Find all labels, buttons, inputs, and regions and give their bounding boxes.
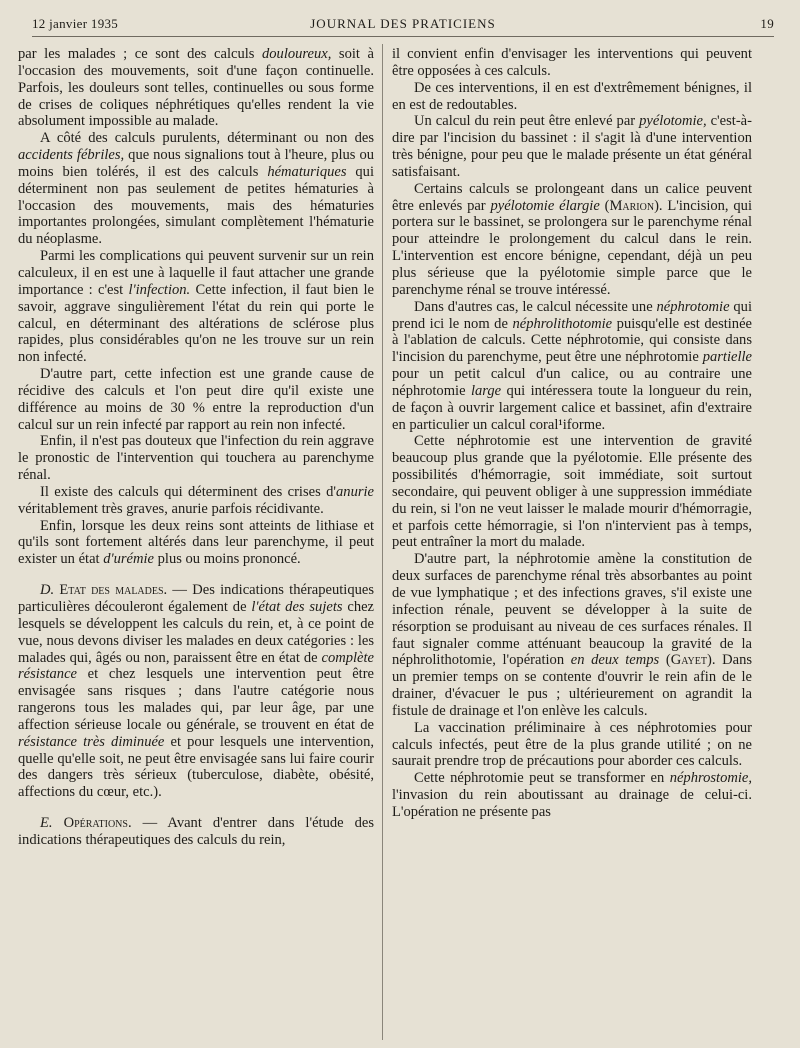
left-column xyxy=(18,46,374,849)
paragraph: La vaccination préliminaire à ces néphrotomies pour calculs infectés, peut être de la plus grande utilité ; on ne saurait prendre trop de précautions pour aborder ces calculs. xyxy=(392,719,752,770)
paragraph: Certains calculs se prolongeant dans un calice peuvent être enlevés par pyélotomie élargie (Marion). L'incision, qui portera sur le bassinet, se prolongera sur le parenchyme rénal pour atteindre le prolongement du calcul dans le rein. L'intervention est encore bénigne, cependant, déjà un peu plus sérieuse que la pyélotomie simple parce que le parenchyme rénal se trouve intéressé. xyxy=(392,180,752,298)
paragraph: Enfin, il n'est pas douteux que l'infection du rein aggrave le pronostic de l'intervention qui touchera au parenchyme rénal. xyxy=(18,433,374,484)
paragraph: Il existe des calculs qui déterminent des crises d'anurie véritablement très graves, anurie parfois récidivante. xyxy=(18,483,374,517)
paragraph: Cette néphrotomie peut se transformer en néphrostomie, l'invasion du rein aboutissant au drainage de celui-ci. L'opération ne présente pas xyxy=(392,770,752,820)
section-heading: Etat des malades. xyxy=(59,582,168,599)
column-divider xyxy=(382,44,383,1040)
section-letter: D. xyxy=(40,582,55,599)
paragraph: Dans d'autres cas, le calcul nécessite une néphrotomie qui prend ici le nom de néphrolithotomie puisqu'elle est destinée à l'ablation de calculs. Cette néphrotomie, qui consiste dans l'incision du parenchyme, peut être une néphrotomie partielle pour un petit calcul d'un calice, ou au contraire une néphrotomie large qui intéressera toute la longueur du rein, de façon à ouvrir largement calice et bassinet, afin d'extraire en particulier un calcul coral¹iforme. xyxy=(392,298,752,433)
section-d: D. Etat des malades. — Des indications thérapeutiques particulières découleront également de l'état des sujets chez lesquels se développent les calculs du rein, et, à ce point de vue, nous devons diviser les malades en deux catégories : les malades qui, âgés ou non, paraissent être en état de complète résistance et chez lesquels une intervention peut être envisagée sans risques ; dans l'autre catégorie nous rangerons tous les malades qui, par leur âge, par une affection sérieuse locale ou générale, se trouvent en état de résistance très diminuée et pour lesquels une intervention, quelle qu'elle soit, ne peut être envisagée sans lui faire courir des dangers très sérieux (tuberculose, diabète, obésité, affections du cœur, etc.). xyxy=(18,582,375,801)
paragraph: par les malades ; ce sont des calculs douloureux, soit à l'occasion des mouvements, soit d'une façon continuelle. Parfois, les douleurs sont telles, continuelles ou sous forme de crises de coliques néphrétiques qu'elles rendent la vie absolument impossible au malade. xyxy=(18,46,374,130)
section-letter: E. xyxy=(40,815,53,832)
paragraph: D'autre part, la néphrotomie amène la constitution de deux surfaces de parenchyme rénal très absorbantes au point de vue lymphatique ; et des infections graves, s'il existe une infection rénale, peuvent se développer à la suite de résorption se produisant au niveau de ces surfaces rénales. Il faut signaler comme atténuant beaucoup la gravité de la néphrolithotomie, l'opération en deux temps (Gayet). Dans un premier temps on se contente d'ouvrir le rein afin de le drainer, d'évacuer le pus ; ultérieurement on agrandit la fistule de drainage et l'on enlève les calculs. xyxy=(392,551,753,719)
issue-date: 12 janvier 1935 xyxy=(32,16,119,31)
section-e: E. Opérations. — Avant d'entrer dans l'étude des indications thérapeutiques des calculs du rein, xyxy=(18,815,374,848)
paragraph: Cette néphrotomie est une intervention de gravité beaucoup plus grande que la pyélotomie. Elle présente des possibilités d'hémorragie, soit immédiate, soit surtout secondaire, qui peuvent obliger à une suppression immédiate du rein, si l'on ne veut laisser le malade mourir d'hémorragie, et parfois cette hémorragie, si l'on n'intervient pas à temps, peut entraîner la mort du malade. xyxy=(392,433,752,551)
right-column xyxy=(392,46,752,821)
section-heading: Opérations. xyxy=(63,815,132,832)
page-number: 19 xyxy=(760,16,774,31)
paragraph: De ces interventions, il en est d'extrêmement bénignes, il en est de redoutables. xyxy=(392,79,752,113)
running-header xyxy=(32,14,774,37)
journal-title: JOURNAL DES PRATICIENS xyxy=(310,16,496,31)
paragraph: D'autre part, cette infection est une grande cause de récidive des calculs et l'on peut dire qu'il existe une différence au moins de 30 % entre la reproduction d'un calcul sur un rein infecté par rapport au rein non infecté. xyxy=(18,366,374,433)
paragraph: il convient enfin d'envisager les interventions qui peuvent être opposées à ces calculs. xyxy=(392,46,752,79)
paragraph: Un calcul du rein peut être enlevé par pyélotomie, c'est-à-dire par l'incision du bassinet : il s'agit là d'une intervention très bénigne, pour peu que le malade présente un état général satisfaisant. xyxy=(392,113,752,180)
paragraph: Enfin, lorsque les deux reins sont atteints de lithiase et qu'ils sont fortement altérés dans leur parenchyme, il peut exister un état d'urémie plus ou moins prononcé. xyxy=(18,517,374,568)
paragraph: A côté des calculs purulents, déterminant ou non des accidents fébriles, que nous signalions tout à l'heure, plus ou moins bien tolérés, il est des calculs hématuriques qui déterminent non pas seulement de petites hématuries à l'occasion des mouvements, mais des hématuries importantes prolongées, simulant complètement l'hématurie du néoplasme. xyxy=(18,130,374,248)
paragraph: Parmi les complications qui peuvent survenir sur un rein calculeux, il en est une à laquelle il faut attacher une grande importance : c'est l'infection. Cette infection, il faut bien le savoir, aggrave singulièrement l'état du rein qui porte le calcul, en déterminant des altérations de sclérose plus rapides, plus considérables qu'on ne les trouve sur un rein non infecté. xyxy=(18,248,374,366)
